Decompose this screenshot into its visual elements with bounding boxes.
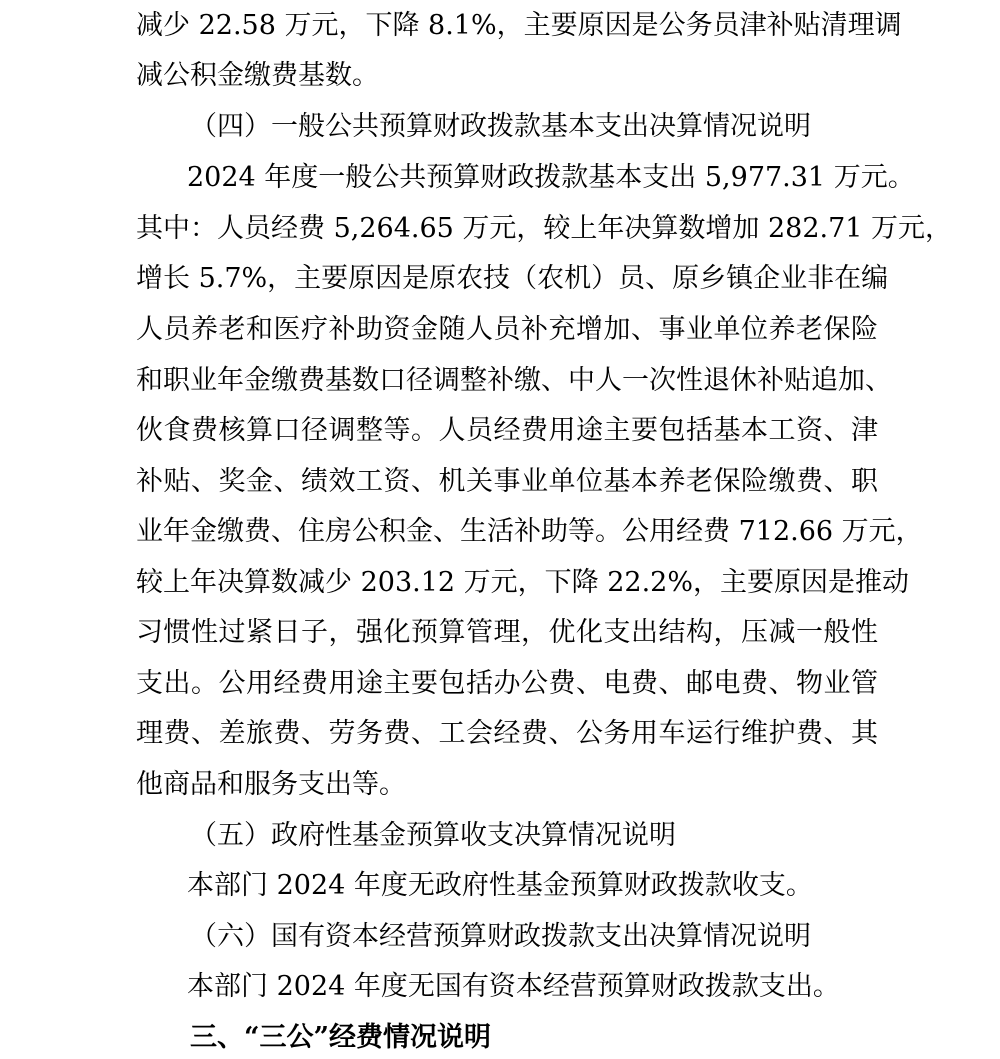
body-text-line: 本部门 2024 年度无政府性基金预算财政拨款收支。 [187,870,813,901]
body-text-line: 减公积金缴费基数。 [136,60,379,91]
body-text-line: 人员养老和医疗补助资金随人员补充增加、事业单位养老保险 [136,314,878,345]
body-text-line: 2024 年度一般公共预算财政拨款基本支出 5,977.31 万元。 [187,162,915,193]
body-text-line: 理费、差旅费、劳务费、工会经费、公务用车运行维护费、其 [136,718,878,749]
body-text-line: 补贴、奖金、绩效工资、机关事业单位基本养老保险缴费、职 [136,466,878,497]
body-text-line: 支出。公用经费用途主要包括办公费、电费、邮电费、物业管 [136,668,878,699]
body-text-line: 业年金缴费、住房公积金、生活补助等。公用经费 712.66 万元， [136,516,923,547]
section-heading-5: （五）政府性基金预算收支决算情况说明 [190,820,676,851]
section-heading-4: （四）一般公共预算财政拨款基本支出决算情况说明 [190,111,811,142]
body-text-line: 伙食费核算口径调整等。人员经费用途主要包括基本工资、津 [136,415,878,446]
chapter-heading-3: 三、“三公”经费情况说明 [190,1022,492,1053]
body-text-line: 和职业年金缴费基数口径调整补缴、中人一次性退休补贴追加、 [136,365,892,396]
body-text-line: 减少 22.58 万元，下降 8.1%，主要原因是公务员津补贴清理调 [136,10,902,41]
body-text-line: 较上年决算数减少 203.12 万元，下降 22.2%，主要原因是推动 [136,567,909,598]
body-text-line: 其中：人员经费 5,264.65 万元，较上年决算数增加 282.71 万元， [136,213,953,244]
body-text-line: 本部门 2024 年度无国有资本经营预算财政拨款支出。 [187,971,840,1002]
body-text-line: 习惯性过紧日子，强化预算管理，优化支出结构，压减一般性 [136,617,878,648]
body-text-line: 他商品和服务支出等。 [136,769,406,800]
body-text-line: 增长 5.7%，主要原因是原农技（农机）员、原乡镇企业非在编 [136,263,889,294]
section-heading-6: （六）国有资本经营预算财政拨款支出决算情况说明 [190,921,811,952]
